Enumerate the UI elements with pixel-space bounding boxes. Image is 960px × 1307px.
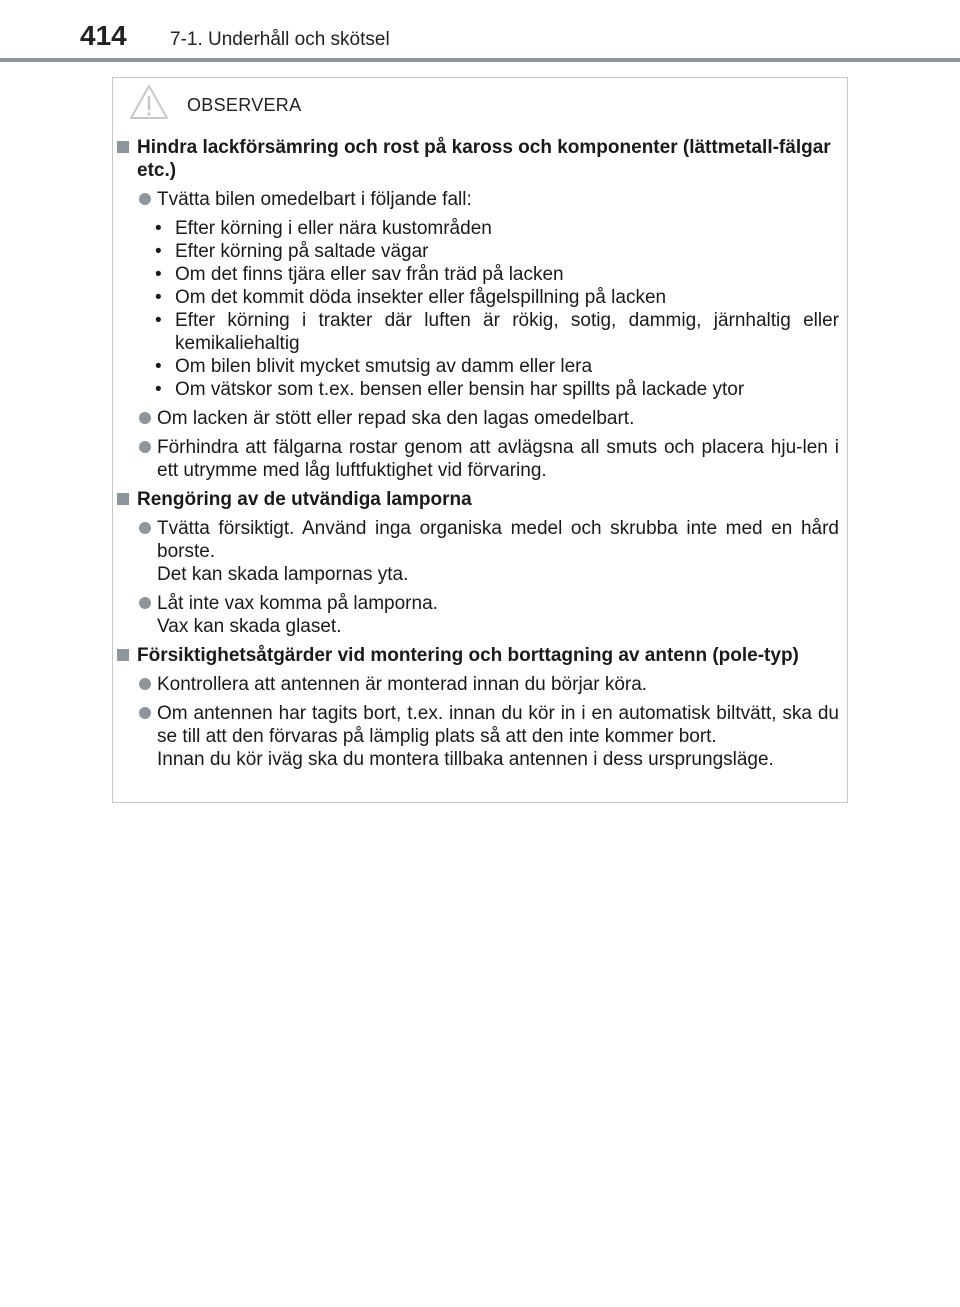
sub-list-text: Efter körning på saltade vägar [175,241,429,262]
topic-heading [113,136,847,182]
sub-list-text: Om det kommit döda insekter eller fågelspillning på lacken [175,287,667,308]
sub-list-item [113,240,847,263]
notice-content [113,136,847,777]
dot-marker-icon: • [155,287,162,308]
sub-list-text: Om bilen blivit mycket smutsig av damm eller lera [175,356,593,377]
bullet-item [113,436,847,482]
sub-list-text: Efter körning i eller nära kustområden [175,218,492,239]
sub-list-item [113,217,847,240]
sub-list-text: Om vätskor som t.ex. bensen eller bensin har spillts på lackade ytor [175,379,745,400]
topic-heading [113,644,847,667]
topic-title: Försiktighetsåtgärder vid montering och borttagning av antenn (pole-typ) [137,645,799,666]
circle-bullet-icon [139,441,151,453]
sub-list-item [113,286,847,309]
circle-bullet-icon [139,678,151,690]
page-header [0,0,960,60]
bullet-item [113,673,847,696]
notice-box [112,77,848,803]
dot-marker-icon: • [155,264,162,285]
topic-title: Rengöring av de utvändiga lamporna [137,489,472,510]
dot-marker-icon: • [155,379,162,400]
sub-list-item [113,263,847,286]
bullet-text: Om lacken är stött eller repad ska den lagas omedelbart. [157,408,635,429]
circle-bullet-icon [139,707,151,719]
notice-label: OBSERVERA [187,95,302,115]
bullet-text: Kontrollera att antennen är monterad innan du börjar köra. [157,674,648,695]
bullet-text: Det kan skada lampornas yta. [157,564,409,585]
dot-marker-icon: • [155,218,162,239]
bullet-text: Låt inte vax komma på lamporna. [157,593,438,614]
square-bullet-icon [117,649,129,661]
dot-marker-icon: • [155,241,162,262]
circle-bullet-icon [139,522,151,534]
sub-list-item [113,355,847,378]
dot-marker-icon: • [155,310,162,331]
page-number: 414 [80,20,127,51]
circle-bullet-icon [139,412,151,424]
sub-list-item [113,309,847,355]
square-bullet-icon [117,493,129,505]
sub-list [113,217,847,401]
bullet-text: Om antennen har tagits bort, t.ex. innan du kör in i en automatisk biltvätt, ska du se till att den förvaras på lämplig plats så att den inte kommer bort. [157,703,839,747]
bullet-text: Tvätta bilen omedelbart i följande fall: [157,189,472,210]
section-title: 7-1. Underhåll och skötsel [170,29,390,50]
header-divider [0,58,960,62]
bullet-item [113,592,847,638]
bullet-item [113,702,847,771]
square-bullet-icon [117,141,129,153]
circle-bullet-icon [139,597,151,609]
bullet-text: Vax kan skada glaset. [157,616,342,637]
bullet-item [113,188,847,211]
bullet-item [113,407,847,430]
sub-list-text: Efter körning i trakter där luften är rökig, sotig, dammig, järnhaltig eller kemikaliehaltig [175,310,839,354]
warning-triangle-icon [129,84,169,120]
bullet-item [113,517,847,586]
circle-bullet-icon [139,193,151,205]
bullet-text: Förhindra att fälgarna rostar genom att avlägsna all smuts och placera hju-len i ett utrymme med låg luftfuktighet vid förvaring. [157,437,839,481]
bullet-text: Tvätta försiktigt. Använd inga organiska medel och skrubba inte med en hård borste. [157,518,839,562]
bullet-text: Innan du kör iväg ska du montera tillbaka antennen i dess ursprungsläge. [157,749,774,770]
topic-title: Hindra lackförsämring och rost på kaross och komponenter (lättmetall-fälgar etc.) [137,137,831,181]
dot-marker-icon: • [155,356,162,377]
topic-heading [113,488,847,511]
sub-list-text: Om det finns tjära eller sav från träd på lacken [175,264,564,285]
sub-list-item [113,378,847,401]
